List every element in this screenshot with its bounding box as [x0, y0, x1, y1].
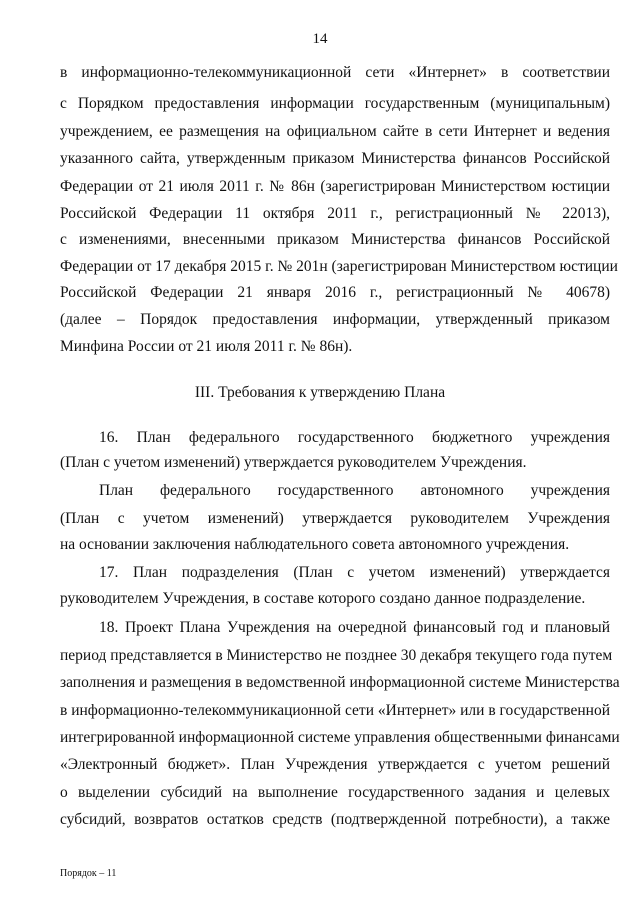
body-line: «Электронный бюджет». План Учреждения утверждается с учетом решений — [60, 756, 610, 773]
body-line: 16. План федерального государственного бюджетного учреждения — [99, 429, 610, 446]
body-line: в информационно-телекоммуникационной сети «Интернет» в соответствии — [60, 64, 610, 81]
page-number: 14 — [312, 31, 328, 47]
body-line: с изменениями, внесенными приказом Министерства финансов Российской — [60, 231, 610, 248]
body-line: субсидий, возвратов остатков средств (подтвержденной потребности), а также — [60, 811, 610, 828]
body-line: Минфина России от 21 июля 2011 г. № 86н). — [60, 338, 353, 355]
body-line: в информационно-телекоммуникационной сети «Интернет» или в государственной — [60, 702, 610, 719]
body-line: Российской Федерации 21 января 2016 г., регистрационный № 40678) — [60, 284, 610, 301]
body-line: заполнения и размещения в ведомственной информационной системе Министерства — [60, 674, 620, 691]
body-line: руководителем Учреждения, в составе которого создано данное подразделение. — [60, 590, 586, 607]
body-line: Федерации от 17 декабря 2015 г. № 201н (зарегистрирован Министерством юстиции — [60, 258, 618, 275]
body-line: 17. План подразделения (План с учетом изменений) утверждается — [99, 564, 610, 581]
footer-label: Порядок – 11 — [60, 868, 117, 879]
body-line: 18. Проект Плана Учреждения на очередной финансовый год и плановый — [99, 619, 610, 636]
body-line: (далее – Порядок предоставления информации, утвержденный приказом — [60, 311, 610, 328]
body-line: с Порядком предоставления информации государственным (муниципальным) — [60, 95, 610, 112]
body-line: о выделении субсидий на выполнение государственного задания и целевых — [60, 784, 610, 801]
body-line: указанного сайта, утвержденным приказом Министерства финансов Российской — [60, 150, 610, 167]
body-line: Российской Федерации 11 октября 2011 г., регистрационный № 22013), — [60, 205, 610, 222]
body-line: интегрированной информационной системе управления общественными финансами — [60, 729, 620, 746]
section-heading: III. Требования к утверждению Плана — [194, 384, 446, 401]
body-line: Федерации от 21 июля 2011 г. № 86н (зарегистрирован Министерством юстиции — [60, 178, 610, 195]
body-line: (План с учетом изменений) утверждается руководителем Учреждения. — [60, 454, 527, 471]
body-line: учреждением, ее размещения на официальном сайте в сети Интернет и ведения — [60, 123, 610, 140]
body-line: на основании заключения наблюдательного совета автономного учреждения. — [60, 536, 570, 553]
body-line: период представляется в Министерство не позднее 30 декабря текущего года путем — [60, 647, 613, 664]
body-line: План федерального государственного автономного учреждения — [99, 482, 610, 499]
body-line: (План с учетом изменений) утверждается руководителем Учреждения — [60, 510, 610, 527]
